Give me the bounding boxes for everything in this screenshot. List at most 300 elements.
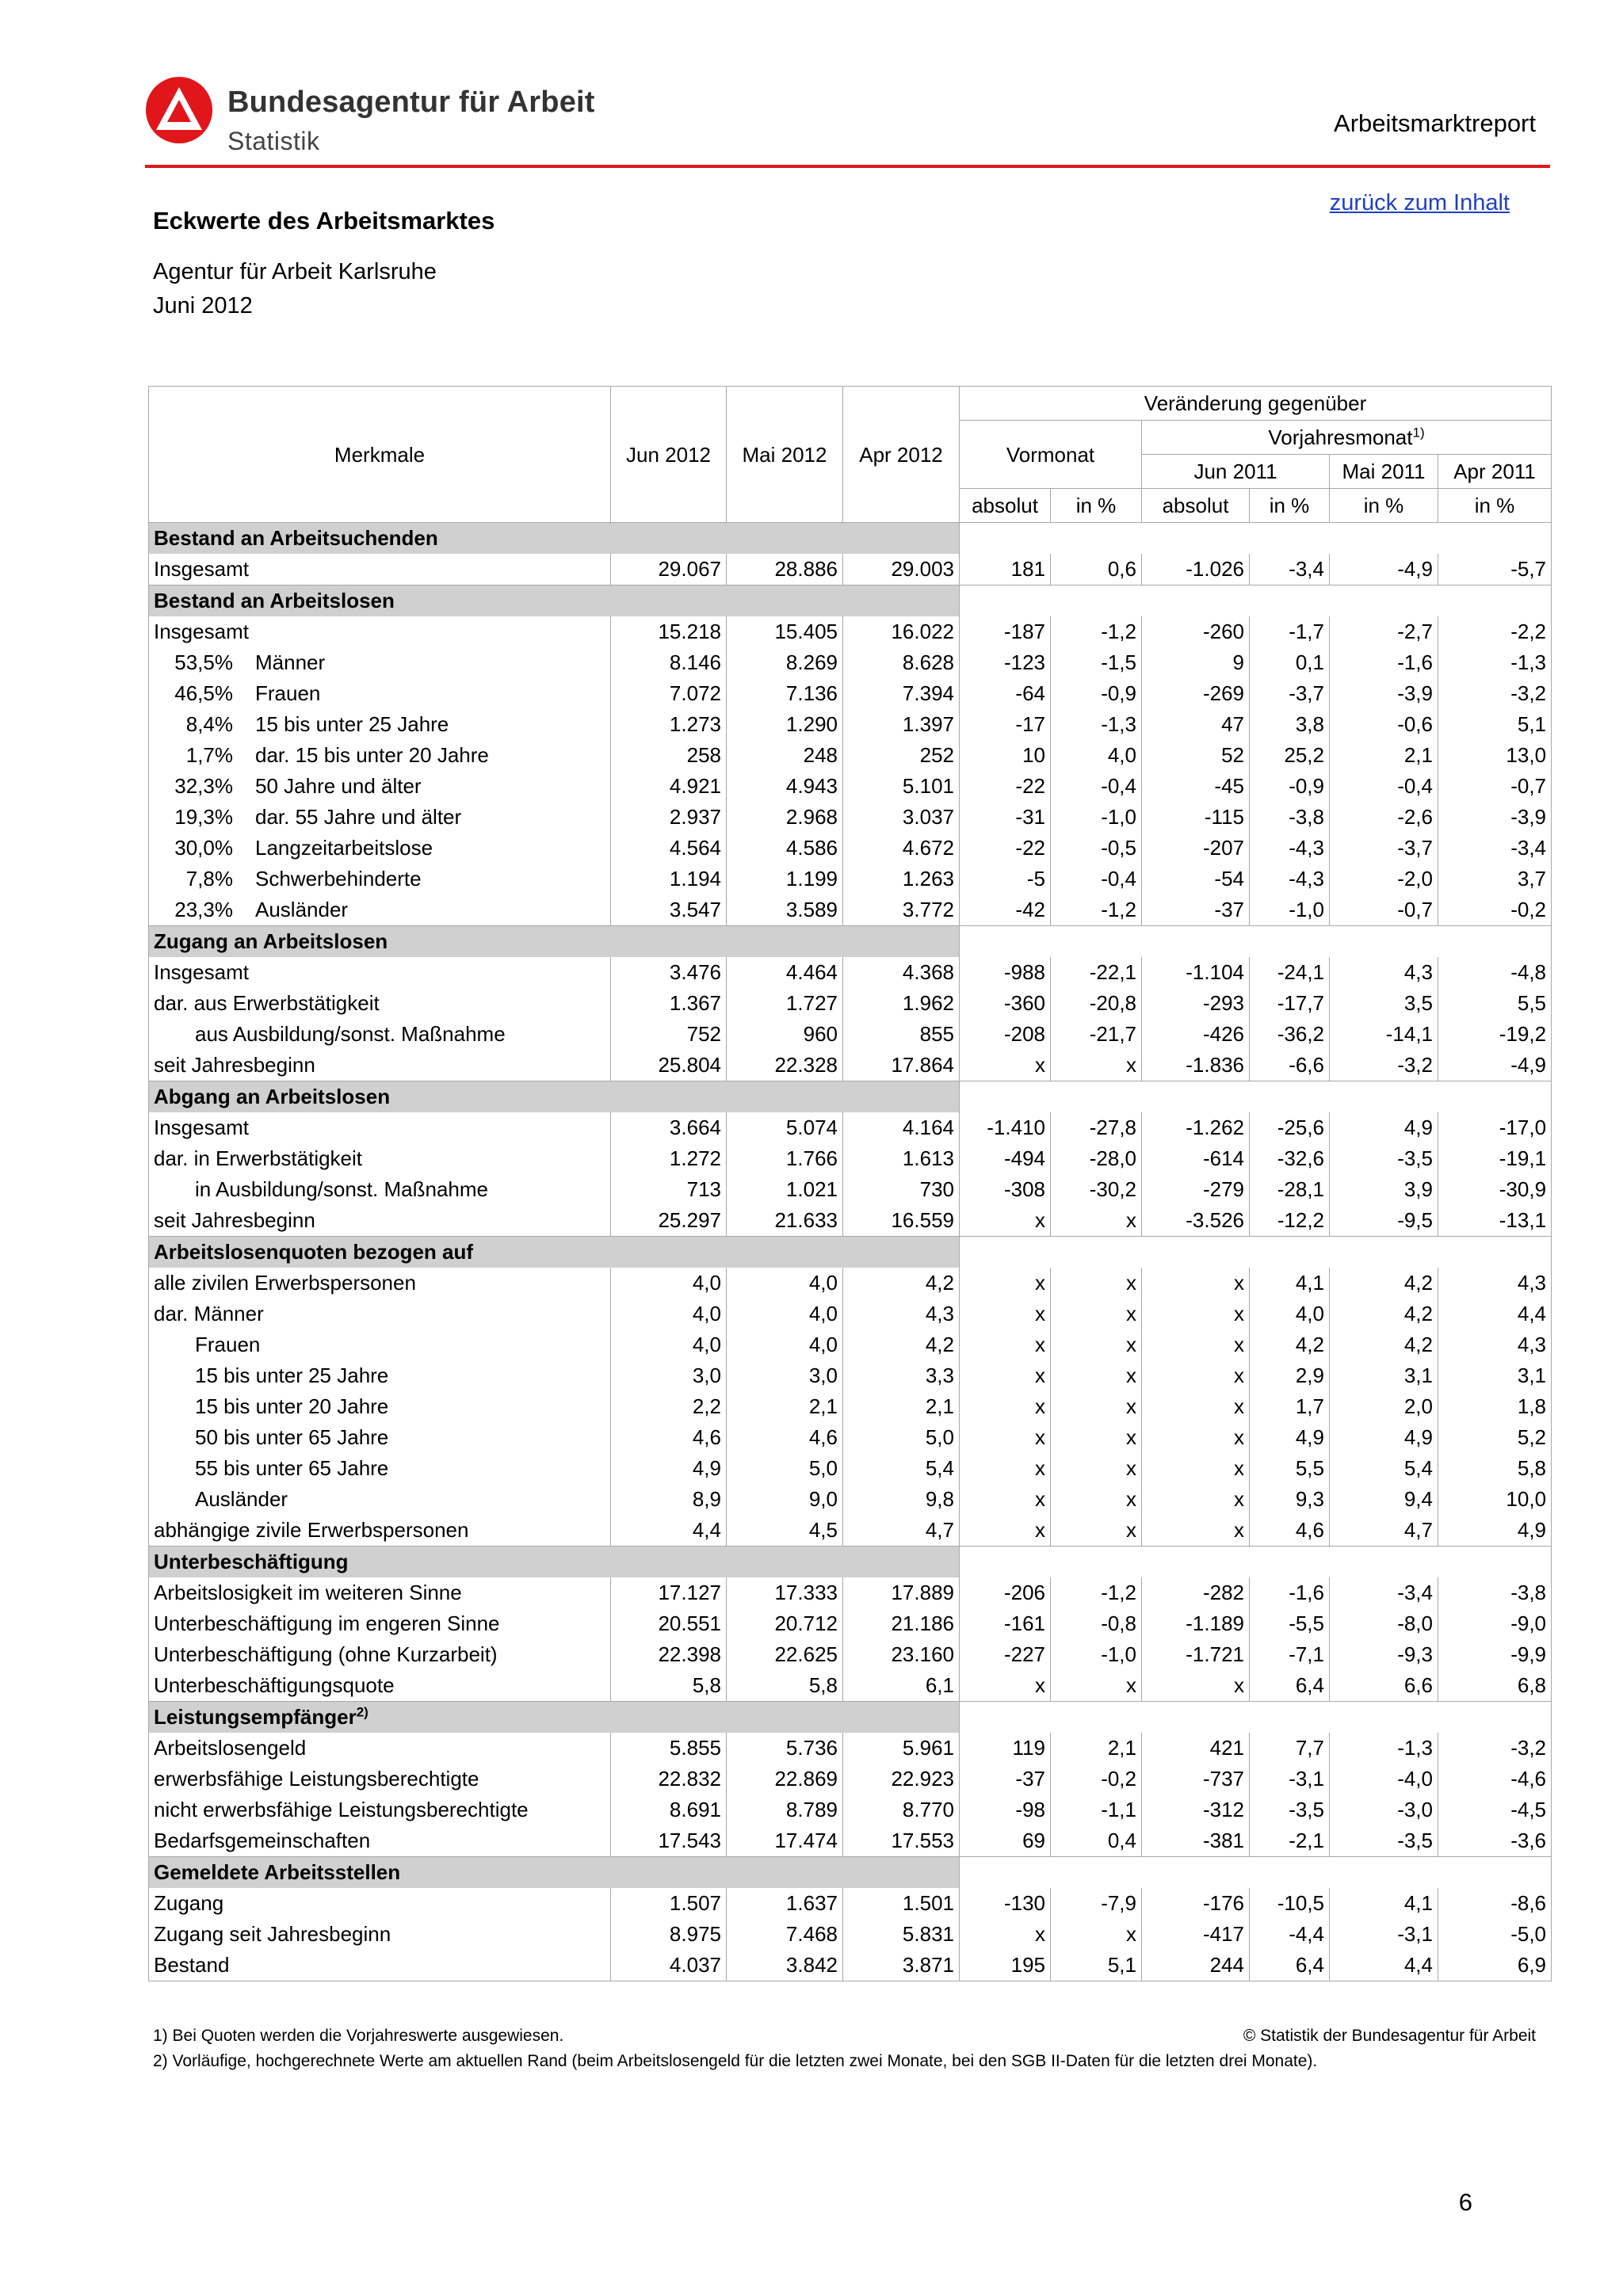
value-cell: 8.628 — [843, 647, 960, 678]
value-cell: -3,5 — [1330, 1825, 1438, 1857]
page-number: 6 — [1458, 2188, 1472, 2216]
value-cell: x — [1142, 1453, 1250, 1484]
value-cell: -161 — [960, 1608, 1051, 1639]
section-title-text: Zugang an Arbeitslosen — [154, 929, 388, 953]
row-label-cell — [149, 957, 611, 988]
value-cell: 4.672 — [843, 833, 960, 864]
value-cell: 7.468 — [727, 1919, 843, 1950]
section-title — [149, 523, 960, 555]
section-fill — [960, 926, 1552, 958]
value-cell: x — [1142, 1670, 1250, 1702]
value-cell: x — [1051, 1205, 1142, 1237]
value-cell: 4.464 — [727, 957, 843, 988]
value-cell: -30,9 — [1438, 1174, 1552, 1205]
value-cell: 22.832 — [611, 1764, 727, 1794]
table-row — [149, 1019, 1552, 1050]
value-cell: -0,4 — [1051, 771, 1142, 802]
value-cell: -269 — [1142, 678, 1250, 709]
row-label-cell — [149, 1888, 611, 1919]
value-cell: -279 — [1142, 1174, 1250, 1205]
table-row — [149, 709, 1552, 740]
row-label-cell — [149, 740, 611, 771]
agency-name: Agentur für Arbeit Karlsruhe — [153, 259, 437, 284]
header-jun2011-pct: in % — [1250, 489, 1330, 523]
row-label: dar. in Erwerbstätigkeit — [154, 1146, 363, 1170]
value-cell: -0,6 — [1330, 709, 1438, 740]
value-cell: x — [960, 1670, 1051, 1702]
value-cell: 13,0 — [1438, 740, 1552, 771]
value-cell: -3,2 — [1330, 1050, 1438, 1081]
value-cell: -123 — [960, 647, 1051, 678]
value-cell: -1.836 — [1142, 1050, 1250, 1081]
row-label: Ausländer — [255, 898, 349, 921]
value-cell: -4,5 — [1438, 1794, 1552, 1825]
value-cell: 3.772 — [843, 894, 960, 926]
table-row — [149, 1205, 1552, 1237]
row-label: 15 bis unter 20 Jahre — [195, 1394, 389, 1418]
value-cell: -0,9 — [1250, 771, 1330, 802]
value-cell: -1,1 — [1051, 1794, 1142, 1825]
table-row — [149, 1391, 1552, 1422]
value-cell: x — [1051, 1050, 1142, 1081]
table-row — [149, 1112, 1552, 1143]
value-cell: -3,8 — [1438, 1577, 1552, 1608]
row-label: 50 Jahre und älter — [255, 774, 422, 798]
value-cell: -37 — [960, 1764, 1051, 1794]
value-cell: -4,3 — [1250, 833, 1330, 864]
table-row — [149, 1577, 1552, 1608]
value-cell: -7,1 — [1250, 1639, 1330, 1670]
share-percent: 53,5% — [174, 650, 233, 674]
value-cell: 4,0 — [727, 1329, 843, 1360]
section-header-row — [149, 1547, 1552, 1578]
value-cell: 1.273 — [611, 709, 727, 740]
value-cell: -4,4 — [1250, 1919, 1330, 1950]
value-cell: 4,4 — [1438, 1299, 1552, 1329]
row-label-cell — [149, 1112, 611, 1143]
value-cell: 4.943 — [727, 771, 843, 802]
value-cell: -360 — [960, 988, 1051, 1019]
value-cell: -22 — [960, 771, 1051, 802]
header-vormonat-pct: in % — [1051, 489, 1142, 523]
value-cell: -2,0 — [1330, 864, 1438, 894]
table-row — [149, 1299, 1552, 1329]
value-cell: -4,9 — [1330, 554, 1438, 585]
value-cell: -260 — [1142, 616, 1250, 647]
row-label: Ausländer — [195, 1487, 288, 1511]
vorjahresmonat-label: Vorjahresmonat — [1268, 425, 1413, 449]
row-label-cell — [149, 616, 611, 647]
value-cell: -0,2 — [1051, 1764, 1142, 1794]
value-cell: -9,9 — [1438, 1639, 1552, 1670]
value-cell: 4,6 — [1250, 1515, 1330, 1547]
row-label-cell — [149, 1608, 611, 1639]
value-cell: 3,5 — [1330, 988, 1438, 1019]
row-label-cell — [149, 1329, 611, 1360]
table-row — [149, 554, 1552, 585]
value-cell: -0,7 — [1330, 894, 1438, 926]
row-label: Unterbeschäftigungsquote — [154, 1673, 395, 1697]
value-cell: -737 — [1142, 1764, 1250, 1794]
table-row — [149, 1764, 1552, 1794]
value-cell: 3.871 — [843, 1950, 960, 1981]
value-cell: 5,5 — [1250, 1453, 1330, 1484]
value-cell: 5.101 — [843, 771, 960, 802]
value-cell: -0,8 — [1051, 1608, 1142, 1639]
row-label-cell — [149, 864, 611, 894]
row-label-cell — [149, 1515, 611, 1547]
value-cell: 17.864 — [843, 1050, 960, 1081]
value-cell: x — [1142, 1268, 1250, 1299]
value-cell: 1.290 — [727, 709, 843, 740]
value-cell: x — [960, 1268, 1051, 1299]
value-cell: 4,4 — [611, 1515, 727, 1547]
value-cell: 8.789 — [727, 1794, 843, 1825]
value-cell: -8,6 — [1438, 1888, 1552, 1919]
section-title — [149, 1237, 960, 1268]
value-cell: 5,4 — [1330, 1453, 1438, 1484]
value-cell: 20.551 — [611, 1608, 727, 1639]
report-period: Juni 2012 — [153, 293, 253, 318]
value-cell: 7.072 — [611, 678, 727, 709]
value-cell: -64 — [960, 678, 1051, 709]
value-cell: -22,1 — [1051, 957, 1142, 988]
value-cell: 6,8 — [1438, 1670, 1552, 1702]
footnote-ref-1: 1) — [1412, 425, 1425, 441]
value-cell: 4,2 — [1330, 1268, 1438, 1299]
value-cell: 2,0 — [1330, 1391, 1438, 1422]
footnote-ref-2: 2) — [356, 1704, 369, 1720]
table-row — [149, 1670, 1552, 1702]
section-title — [149, 926, 960, 958]
value-cell: -4,6 — [1438, 1764, 1552, 1794]
value-cell: -312 — [1142, 1794, 1250, 1825]
row-label: dar. aus Erwerbstätigkeit — [154, 991, 380, 1015]
value-cell: -0,4 — [1330, 771, 1438, 802]
value-cell: 22.923 — [843, 1764, 960, 1794]
value-cell: 2,1 — [727, 1391, 843, 1422]
value-cell: -130 — [960, 1888, 1051, 1919]
row-label-cell — [149, 1299, 611, 1329]
value-cell: -206 — [960, 1577, 1051, 1608]
value-cell: 248 — [727, 740, 843, 771]
section-header-row — [149, 926, 1552, 958]
row-label-cell — [149, 1268, 611, 1299]
value-cell: 0,6 — [1051, 554, 1142, 585]
row-label-cell — [149, 1484, 611, 1515]
row-label: Schwerbehinderte — [255, 867, 422, 891]
value-cell: 1.272 — [611, 1143, 727, 1174]
value-cell: 4,0 — [611, 1268, 727, 1299]
value-cell: -3,5 — [1330, 1143, 1438, 1174]
value-cell: -2,7 — [1330, 616, 1438, 647]
row-label: Insgesamt — [154, 620, 249, 643]
header-vorjahresmonat — [1142, 421, 1552, 455]
value-cell: -9,0 — [1438, 1608, 1552, 1639]
value-cell: 8.269 — [727, 647, 843, 678]
value-cell: x — [1142, 1360, 1250, 1391]
value-cell: 3.842 — [727, 1950, 843, 1981]
table-row — [149, 1422, 1552, 1453]
value-cell: 16.022 — [843, 616, 960, 647]
table-row — [149, 1174, 1552, 1205]
row-label: abhängige zivile Erwerbspersonen — [154, 1518, 469, 1542]
value-cell: -3,9 — [1330, 678, 1438, 709]
value-cell: 1.613 — [843, 1143, 960, 1174]
value-cell: 22.398 — [611, 1639, 727, 1670]
value-cell: x — [960, 1919, 1051, 1950]
share-percent: 8,4% — [185, 712, 233, 736]
value-cell: 3.589 — [727, 894, 843, 926]
value-cell: -0,5 — [1051, 833, 1142, 864]
value-cell: 16.559 — [843, 1205, 960, 1237]
value-cell: 25,2 — [1250, 740, 1330, 771]
value-cell: -5,0 — [1438, 1919, 1552, 1950]
value-cell: -1,2 — [1051, 894, 1142, 926]
value-cell: -1,5 — [1051, 647, 1142, 678]
table-row — [149, 647, 1552, 678]
value-cell: 1.962 — [843, 988, 960, 1019]
row-label: 15 bis unter 25 Jahre — [255, 712, 449, 736]
value-cell: 17.474 — [727, 1825, 843, 1857]
value-cell: -6,6 — [1250, 1050, 1330, 1081]
value-cell: 4,6 — [611, 1422, 727, 1453]
value-cell: -21,7 — [1051, 1019, 1142, 1050]
value-cell: x — [960, 1391, 1051, 1422]
value-cell: -208 — [960, 1019, 1051, 1050]
value-cell: x — [960, 1515, 1051, 1547]
value-cell: 421 — [1142, 1733, 1250, 1764]
table-body — [149, 523, 1552, 1981]
value-cell: 0,4 — [1051, 1825, 1142, 1857]
value-cell: 1.766 — [727, 1143, 843, 1174]
value-cell: 3,7 — [1438, 864, 1552, 894]
value-cell: 29.067 — [611, 554, 727, 585]
value-cell: -36,2 — [1250, 1019, 1330, 1050]
row-label-cell — [149, 1950, 611, 1981]
table-row — [149, 1360, 1552, 1391]
value-cell: 4,7 — [843, 1515, 960, 1547]
row-label: dar. Männer — [154, 1302, 264, 1325]
value-cell: -426 — [1142, 1019, 1250, 1050]
value-cell: -1,0 — [1250, 894, 1330, 926]
row-label-cell — [149, 894, 611, 926]
value-cell: 3,1 — [1438, 1360, 1552, 1391]
value-cell: 5.855 — [611, 1733, 727, 1764]
value-cell: 9,0 — [727, 1484, 843, 1515]
value-cell: x — [1142, 1515, 1250, 1547]
value-cell: -3,5 — [1250, 1794, 1330, 1825]
row-label: seit Jahresbeginn — [154, 1208, 315, 1232]
row-label-cell — [149, 1919, 611, 1950]
value-cell: -308 — [960, 1174, 1051, 1205]
value-cell: 5,4 — [843, 1453, 960, 1484]
value-cell: 1,8 — [1438, 1391, 1552, 1422]
value-cell: 4.921 — [611, 771, 727, 802]
value-cell: x — [1051, 1391, 1142, 1422]
row-label-cell — [149, 647, 611, 678]
header-merkmale: Merkmale — [149, 387, 611, 523]
row-label: 15 bis unter 25 Jahre — [195, 1363, 389, 1387]
value-cell: 7.394 — [843, 678, 960, 709]
value-cell: 713 — [611, 1174, 727, 1205]
value-cell: -2,6 — [1330, 802, 1438, 833]
value-cell: 4,9 — [611, 1453, 727, 1484]
row-label-cell — [149, 1764, 611, 1794]
table-row — [149, 894, 1552, 926]
value-cell: -45 — [1142, 771, 1250, 802]
value-cell: -3,0 — [1330, 1794, 1438, 1825]
row-label: Unterbeschäftigung (ohne Kurzarbeit) — [154, 1642, 498, 1666]
value-cell: -3,7 — [1250, 678, 1330, 709]
table-row — [149, 1453, 1552, 1484]
value-cell: 4,0 — [611, 1299, 727, 1329]
value-cell: -5 — [960, 864, 1051, 894]
header-vormonat: Vormonat — [960, 421, 1142, 489]
value-cell: x — [960, 1205, 1051, 1237]
value-cell: -494 — [960, 1143, 1051, 1174]
row-label-cell — [149, 1205, 611, 1237]
row-label: dar. 15 bis unter 20 Jahre — [255, 743, 489, 767]
value-cell: 1.194 — [611, 864, 727, 894]
footnote-2: 2) Vorläufige, hochgerechnete Werte am aktuellen Rand (beim Arbeitslosengeld für die letzten zwei Monate, bei den SGB II-Daten für die letzten drei Monate). — [153, 2052, 1318, 2070]
row-label-cell — [149, 1143, 611, 1174]
value-cell: x — [1051, 1299, 1142, 1329]
row-label-cell — [149, 1019, 611, 1050]
value-cell: -1.104 — [1142, 957, 1250, 988]
value-cell: -20,8 — [1051, 988, 1142, 1019]
value-cell: -3,2 — [1438, 678, 1552, 709]
value-cell: -4,3 — [1250, 864, 1330, 894]
value-cell: 3.547 — [611, 894, 727, 926]
table-row — [149, 616, 1552, 647]
value-cell: -176 — [1142, 1888, 1250, 1919]
row-label-cell — [149, 1453, 611, 1484]
value-cell: 3,1 — [1330, 1360, 1438, 1391]
value-cell: 7,7 — [1250, 1733, 1330, 1764]
row-label: Bedarfsgemeinschaften — [154, 1829, 371, 1852]
row-label: Unterbeschäftigung im engeren Sinne — [154, 1611, 500, 1635]
section-title-text: Arbeitslosenquoten bezogen auf — [154, 1240, 474, 1264]
row-label-cell — [149, 1050, 611, 1081]
value-cell: 4,9 — [1330, 1422, 1438, 1453]
value-cell: 21.186 — [843, 1608, 960, 1639]
row-label: erwerbsfähige Leistungsberechtigte — [154, 1767, 479, 1791]
header-apr2012: Apr 2012 — [843, 387, 960, 523]
value-cell: -14,1 — [1330, 1019, 1438, 1050]
row-label: Frauen — [255, 681, 321, 705]
section-fill — [960, 1857, 1552, 1889]
value-cell: 9 — [1142, 647, 1250, 678]
value-cell: -31 — [960, 802, 1051, 833]
value-cell: 2.968 — [727, 802, 843, 833]
value-cell: -227 — [960, 1639, 1051, 1670]
value-cell: 730 — [843, 1174, 960, 1205]
share-percent: 30,0% — [174, 836, 233, 860]
row-label: Insgesamt — [154, 960, 249, 984]
value-cell: 4,1 — [1250, 1268, 1330, 1299]
value-cell: 52 — [1142, 740, 1250, 771]
value-cell: -5,7 — [1438, 554, 1552, 585]
value-cell: -1.721 — [1142, 1639, 1250, 1670]
value-cell: 244 — [1142, 1950, 1250, 1981]
row-label-cell — [149, 678, 611, 709]
value-cell: 29.003 — [843, 554, 960, 585]
value-cell: 7.136 — [727, 678, 843, 709]
back-to-contents-link[interactable]: zurück zum Inhalt — [1329, 190, 1510, 215]
header-mai2011: Mai 2011 — [1330, 455, 1438, 489]
value-cell: -282 — [1142, 1577, 1250, 1608]
value-cell: 25.297 — [611, 1205, 727, 1237]
value-cell: 6,1 — [843, 1670, 960, 1702]
header-vormonat-absolut: absolut — [960, 489, 1051, 523]
value-cell: 5.736 — [727, 1733, 843, 1764]
value-cell: -42 — [960, 894, 1051, 926]
value-cell: -12,2 — [1250, 1205, 1330, 1237]
value-cell: 4,0 — [727, 1299, 843, 1329]
value-cell: -0,2 — [1438, 894, 1552, 926]
value-cell: 4,6 — [727, 1422, 843, 1453]
table-row — [149, 833, 1552, 864]
value-cell: 10,0 — [1438, 1484, 1552, 1515]
value-cell: x — [1142, 1391, 1250, 1422]
table-row — [149, 1515, 1552, 1547]
value-cell: 3.476 — [611, 957, 727, 988]
value-cell: 3,0 — [727, 1360, 843, 1391]
page-header — [0, 0, 1623, 170]
value-cell: 6,9 — [1438, 1950, 1552, 1981]
row-label-cell — [149, 1422, 611, 1453]
value-cell: 181 — [960, 554, 1051, 585]
value-cell: 4,9 — [1438, 1515, 1552, 1547]
value-cell: 17.333 — [727, 1577, 843, 1608]
value-cell: 3,9 — [1330, 1174, 1438, 1205]
value-cell: 3.037 — [843, 802, 960, 833]
ba-logo-icon — [145, 76, 213, 144]
value-cell: 4.037 — [611, 1950, 727, 1981]
value-cell: 5,1 — [1051, 1950, 1142, 1981]
value-cell: 4,2 — [1250, 1329, 1330, 1360]
table-row — [149, 988, 1552, 1019]
value-cell: 8.975 — [611, 1919, 727, 1950]
row-label: seit Jahresbeginn — [154, 1053, 315, 1077]
value-cell: x — [960, 1484, 1051, 1515]
value-cell: -1,6 — [1250, 1577, 1330, 1608]
value-cell: -1,3 — [1051, 709, 1142, 740]
value-cell: 5,1 — [1438, 709, 1552, 740]
value-cell: 3,0 — [611, 1360, 727, 1391]
row-label-cell — [149, 833, 611, 864]
section-title — [149, 1081, 960, 1113]
row-label: 50 bis unter 65 Jahre — [195, 1425, 389, 1449]
value-cell: -2,1 — [1250, 1825, 1330, 1857]
table-row — [149, 740, 1552, 771]
value-cell: -3,6 — [1438, 1825, 1552, 1857]
section-header-row — [149, 1081, 1552, 1113]
value-cell: 17.543 — [611, 1825, 727, 1857]
value-cell: 4,0 — [611, 1329, 727, 1360]
value-cell: 4,3 — [1438, 1268, 1552, 1299]
value-cell: 4,2 — [843, 1268, 960, 1299]
brand-name: Bundesagentur für Arbeit — [227, 86, 595, 119]
value-cell: 47 — [1142, 709, 1250, 740]
value-cell: 20.712 — [727, 1608, 843, 1639]
value-cell: -1,7 — [1250, 616, 1330, 647]
value-cell: -17 — [960, 709, 1051, 740]
value-cell: 3,8 — [1250, 709, 1330, 740]
value-cell: 4,3 — [1438, 1329, 1552, 1360]
value-cell: 2,2 — [611, 1391, 727, 1422]
